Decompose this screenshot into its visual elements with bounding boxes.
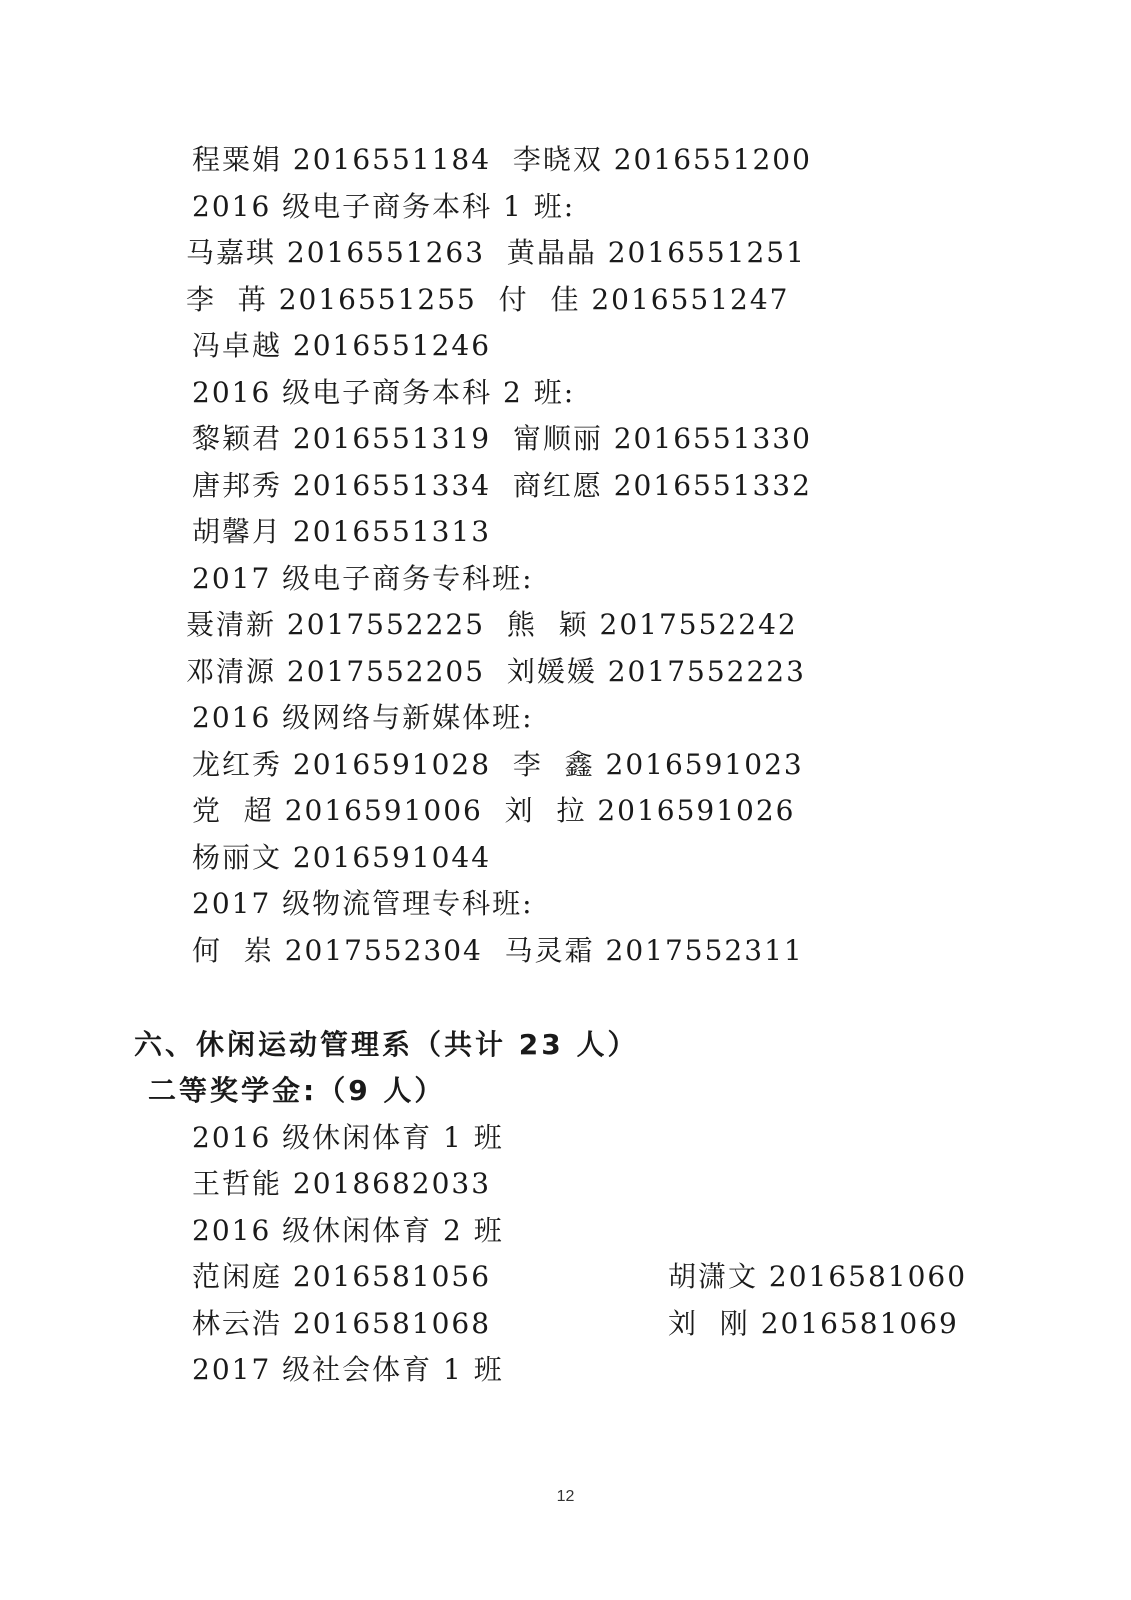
list-item: 王哲能 2018682033 bbox=[192, 1167, 492, 1200]
list-item: 范闲庭 2016581056 bbox=[192, 1260, 492, 1293]
list-item: 林云浩 2016581068 bbox=[192, 1307, 492, 1340]
class-heading: 2016 级电子商务本科 1 班: bbox=[192, 190, 576, 223]
class-heading: 2017 级电子商务专科班: bbox=[192, 562, 534, 595]
class-heading: 2016 级休闲体育 1 班 bbox=[192, 1121, 504, 1154]
list-item: 杨丽文 2016591044 bbox=[192, 841, 492, 874]
list-item: 程粟娟 2016551184 李晓双 2016551200 bbox=[192, 143, 812, 176]
class-heading: 2016 级电子商务本科 2 班: bbox=[192, 376, 576, 409]
list-item: 何 岽 2017552304 马灵霜 2017552311 bbox=[192, 934, 804, 967]
list-item: 龙红秀 2016591028 李 鑫 2016591023 bbox=[192, 748, 804, 781]
list-item: 马嘉琪 2016551263 黄晶晶 2016551251 bbox=[186, 236, 806, 269]
list-item: 胡馨月 2016551313 bbox=[192, 515, 492, 548]
list-item: 黎颖君 2016551319 甯顺丽 2016551330 bbox=[192, 422, 812, 455]
list-item: 党 超 2016591006 刘 拉 2016591026 bbox=[192, 794, 796, 827]
award-heading: 二等奖学金:（9 人） bbox=[148, 1074, 446, 1107]
list-item: 邓清源 2017552205 刘媛媛 2017552223 bbox=[186, 655, 806, 688]
list-item: 聂清新 2017552225 熊 颖 2017552242 bbox=[186, 608, 798, 641]
list-item: 李 苒 2016551255 付 佳 2016551247 bbox=[186, 283, 790, 316]
page-number: 12 bbox=[556, 1488, 575, 1505]
list-item: 冯卓越 2016551246 bbox=[192, 329, 492, 362]
section-heading: 六、休闲运动管理系（共计 23 人） bbox=[134, 1028, 639, 1061]
class-heading: 2016 级网络与新媒体班: bbox=[192, 701, 534, 734]
list-item: 唐邦秀 2016551334 商红愿 2016551332 bbox=[192, 469, 812, 502]
list-item: 刘 刚 2016581069 bbox=[668, 1307, 959, 1340]
class-heading: 2016 级休闲体育 2 班 bbox=[192, 1214, 504, 1247]
class-heading: 2017 级社会体育 1 班 bbox=[192, 1353, 504, 1386]
class-heading: 2017 级物流管理专科班: bbox=[192, 887, 534, 920]
list-item: 胡潇文 2016581060 bbox=[668, 1260, 968, 1293]
